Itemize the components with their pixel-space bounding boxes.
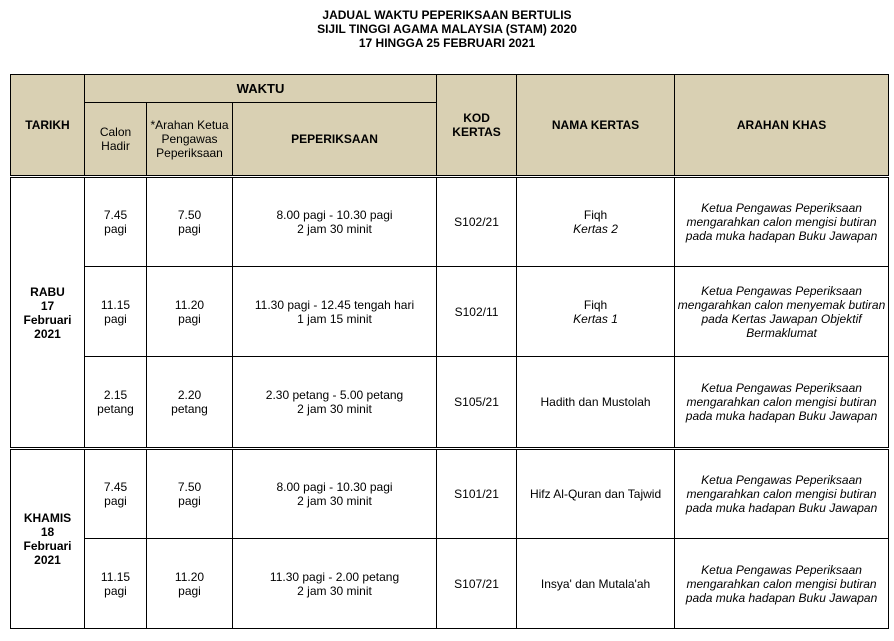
header-waktu: WAKTU [85, 75, 437, 103]
date-num: 17 [40, 298, 55, 313]
arahan-khas-cell: Ketua Pengawas Peperiksaan mengarahkan calon mengisi butiran pada muka hadapan Buku Jawapan [675, 539, 889, 629]
header-kod-kertas [437, 75, 517, 177]
arahan-ketua-cell [147, 449, 233, 539]
schedule-table [10, 74, 889, 629]
date-cell-rabu [11, 177, 85, 449]
time-value: 11.15 [100, 569, 131, 584]
time-value: 2.15 [103, 388, 128, 402]
kod-kertas-cell: S107/21 [437, 539, 517, 629]
arahan-khas-cell: Ketua Pengawas Peperiksaan mengarahkan calon menyemak butiran pada Kertas Jawapan Objektif Bermaklumat [675, 267, 889, 357]
arahan-ketua-cell [147, 267, 233, 357]
time-period: pagi [104, 583, 127, 598]
exam-duration: 2 jam 30 minit [297, 222, 372, 236]
exam-time: 8.00 pagi - 10.30 pagi [276, 208, 393, 222]
calon-hadir-cell [85, 177, 147, 267]
header-peperiksaan: PEPERIKSAAN [233, 103, 437, 177]
peperiksaan-cell [233, 177, 437, 267]
date-year: 2021 [34, 326, 61, 341]
peperiksaan-cell [233, 449, 437, 539]
time-period: petang [171, 402, 208, 416]
header-tarikh: TARIKH [11, 75, 85, 177]
date-num: 18 [40, 525, 55, 539]
table-row [11, 177, 889, 267]
exam-time: 8.00 pagi - 10.30 pagi [276, 480, 393, 494]
header-nama-kertas: NAMA KERTAS [517, 75, 675, 177]
nama-kertas-cell: Hadith dan Mustolah [517, 357, 675, 449]
arahan-khas-cell: Ketua Pengawas Peperiksaan mengarahkan calon mengisi butiran pada muka hadapan Buku Jawapan [675, 449, 889, 539]
kod-kertas-cell: S101/21 [437, 449, 517, 539]
time-period: pagi [178, 222, 201, 236]
exam-time: 11.30 pagi - 2.00 petang [269, 569, 400, 584]
time-period: petang [97, 402, 134, 416]
arahan-ketua-cell [147, 357, 233, 449]
header-arahan-ketua: *Arahan Ketua Pengawas Peperiksaan [147, 103, 233, 177]
time-value: 11.15 [100, 297, 131, 312]
exam-duration: 2 jam 30 minit [297, 402, 372, 416]
paper-part: Kertas 1 [573, 311, 618, 326]
nama-kertas-cell [517, 177, 675, 267]
peperiksaan-cell [233, 539, 437, 629]
time-value: 2.20 [177, 388, 202, 402]
arahan-ketua-cell [147, 177, 233, 267]
table-row [11, 449, 889, 539]
table-row [11, 539, 889, 629]
title-line-3: 17 HINGGA 25 FEBRUARI 2021 [358, 36, 536, 50]
nama-kertas-cell: Insya' dan Mutala'ah [517, 539, 675, 629]
calon-hadir-cell [85, 267, 147, 357]
header-kod-line-1: KOD [463, 111, 490, 125]
title-line-1: JADUAL WAKTU PEPERIKSAAN BERTULIS [322, 8, 572, 22]
arahan-khas-cell: Ketua Pengawas Peperiksaan mengarahkan calon mengisi butiran pada muka hadapan Buku Jawapan [675, 177, 889, 267]
arahan-ketua-cell [147, 539, 233, 629]
calon-hadir-cell [85, 449, 147, 539]
time-period: pagi [104, 222, 127, 236]
exam-time: 11.30 pagi - 12.45 tengah hari [254, 297, 415, 312]
calon-hadir-cell [85, 539, 147, 629]
time-value: 7.45 [103, 480, 128, 494]
peperiksaan-cell [233, 357, 437, 449]
exam-duration: 1 jam 15 minit [297, 311, 372, 326]
paper-name: Fiqh [583, 297, 608, 312]
time-value: 11.20 [174, 297, 205, 312]
kod-kertas-cell: S105/21 [437, 357, 517, 449]
table-row [11, 357, 889, 449]
time-value: 7.50 [177, 208, 202, 222]
date-month: Februari [23, 312, 72, 327]
date-day: KHAMIS [23, 511, 72, 525]
time-value: 11.20 [174, 569, 205, 584]
paper-name: Fiqh [583, 208, 608, 222]
arahan-khas-cell: Ketua Pengawas Peperiksaan mengarahkan calon mengisi butiran pada muka hadapan Buku Jawapan [675, 357, 889, 449]
kod-kertas-cell: S102/11 [437, 267, 517, 357]
calon-hadir-cell [85, 357, 147, 449]
kod-kertas-cell: S102/21 [437, 177, 517, 267]
exam-time: 2.30 petang - 5.00 petang [265, 388, 404, 402]
date-cell-khamis [11, 449, 85, 629]
document-title [0, 8, 894, 50]
title-line-2: SIJIL TINGGI AGAMA MALAYSIA (STAM) 2020 [317, 22, 577, 36]
nama-kertas-cell: Hifz Al-Quran dan Tajwid [517, 449, 675, 539]
exam-duration: 2 jam 30 minit [297, 494, 372, 508]
time-value: 7.50 [177, 480, 202, 494]
header-arahan-khas: ARAHAN KHAS [675, 75, 889, 177]
time-period: pagi [178, 583, 201, 598]
header-kod-line-2: KERTAS [452, 125, 501, 139]
time-period: pagi [178, 494, 201, 508]
time-period: pagi [104, 311, 127, 326]
peperiksaan-cell [233, 267, 437, 357]
nama-kertas-cell [517, 267, 675, 357]
exam-duration: 2 jam 30 minit [297, 583, 372, 598]
time-period: pagi [104, 494, 127, 508]
paper-part: Kertas 2 [573, 222, 618, 236]
date-year: 2021 [34, 553, 61, 567]
header-calon-hadir: Calon Hadir [85, 103, 147, 177]
table-row [11, 267, 889, 357]
date-month: Februari [23, 539, 72, 553]
time-period: pagi [178, 311, 201, 326]
date-day: RABU [30, 284, 65, 299]
time-value: 7.45 [103, 208, 128, 222]
